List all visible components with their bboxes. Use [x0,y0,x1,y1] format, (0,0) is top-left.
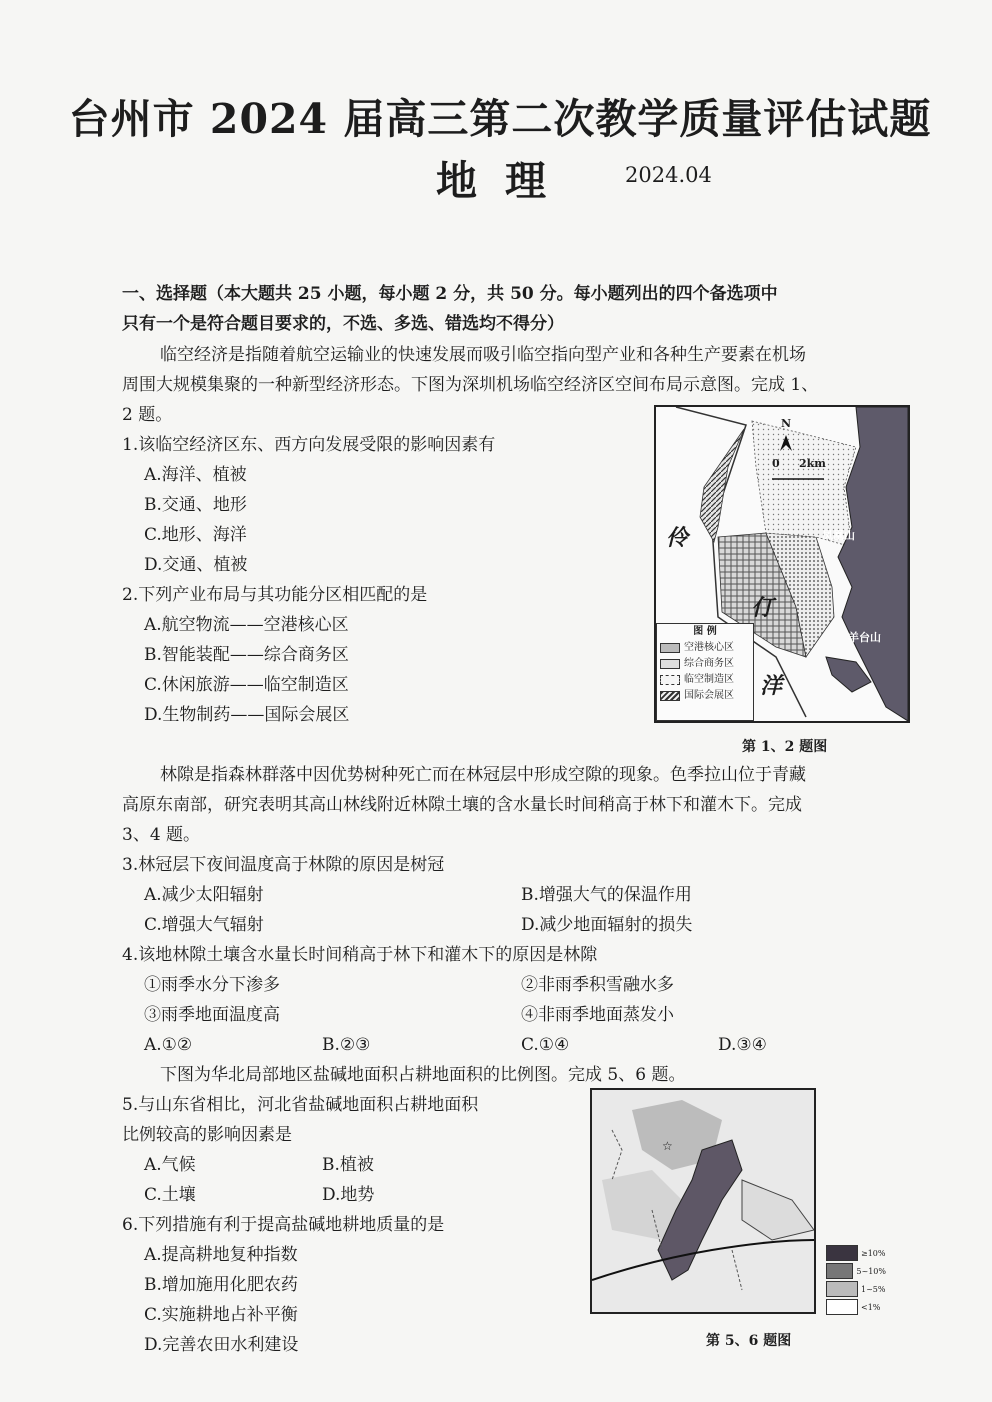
map1-caption: 第 1、2 题图 [742,739,828,755]
expo-zone [700,429,744,542]
intro34-line3: 3、4 题。 [122,825,201,845]
intro12-line3: 2 题。 [122,405,173,425]
q4-option-b: B.②③ [322,1035,371,1055]
q4-statement-4: ④非雨季地面蒸发小 [521,1005,674,1025]
legend-swatch-high [826,1245,858,1261]
q2-option-a: A.航空物流——空港核心区 [144,615,349,635]
legend-title: 图 例 [693,626,717,637]
legend-item-mid: 5~10% [856,1266,886,1276]
legend-swatch-core [660,643,680,653]
shenzhen-airport-map [654,405,910,723]
mountain-label-2: 羊台山 [848,631,881,644]
legend-item-minimal: <1% [861,1302,881,1312]
map2-legend [826,1244,886,1316]
sea-label-3: 洋 [760,673,783,699]
q6-option-a: A.提高耕地复种指数 [144,1245,298,1265]
legend-swatch-minimal [826,1299,858,1315]
legend-item-low: 1~5% [861,1284,886,1294]
q2-option-d: D.生物制药——国际会展区 [144,705,350,725]
q1-option-c: C.地形、海洋 [144,525,247,545]
intro12-line2: 周围大规模集聚的一种新型经济形态。下图为深圳机场临空经济区空间布局示意图。完成 1、 [122,375,819,395]
legend-swatch-manufacturing [660,675,680,685]
q6-stem: 6.下列措施有利于提高盐碱地耕地质量的是 [122,1215,445,1235]
q4-statement-3: ③雨季地面温度高 [144,1005,280,1025]
legend-swatch-business [660,659,680,669]
intro56-line1: 下图为华北局部地区盐碱地面积占耕地面积的比例图。完成 5、6 题。 [160,1065,686,1085]
q2-stem: 2.下列产业布局与其功能分区相匹配的是 [122,585,428,605]
north-label: N [781,417,792,430]
q3-option-d: D.减少地面辐射的损失 [521,915,693,935]
north-china-saline-map [590,1088,816,1314]
legend-swatch-expo [660,691,680,701]
scale-zero: 0 [772,457,780,470]
q6-option-b: B.增加施用化肥农药 [144,1275,298,1295]
q1-stem: 1.该临空经济区东、西方向发展受限的影响因素有 [122,435,496,455]
svg-text:☆: ☆ [662,1139,673,1153]
q4-stem: 4.该地林隙土壤含水量长时间稍高于林下和灌木下的原因是林隙 [122,945,598,965]
exam-title: 台州市 2024 届高三第二次教学质量评估试题 [68,95,932,143]
legend-item-expo: 国际会展区 [684,690,734,701]
q6-option-d: D.完善农田水利建设 [144,1335,299,1355]
section-heading-line1: 一、选择题（本大题共 25 小题，每小题 2 分，共 50 分。每小题列出的四个备选项中 [122,284,778,304]
q5-stem-line1: 5.与山东省相比，河北省盐碱地面积占耕地面积 [122,1095,479,1115]
q5-stem-line2: 比例较高的影响因素是 [122,1125,292,1145]
legend-swatch-mid [826,1263,853,1279]
q2-option-b: B.智能装配——综合商务区 [144,645,349,665]
q4-option-d: D.③④ [718,1035,767,1055]
q4-option-c: C.①④ [521,1035,570,1055]
q5-option-b: B.植被 [322,1155,374,1175]
legend-item-business: 综合商务区 [684,658,734,669]
sea-label-2: 仃 [751,595,774,621]
q6-option-c: C.实施耕地占补平衡 [144,1305,298,1325]
map1-legend [656,623,754,721]
legend-item-core: 空港核心区 [684,642,734,653]
q3-option-a: A.减少太阳辐射 [144,885,264,905]
scale-km: 2km [799,457,826,470]
q4-statement-1: ①雨季水分下渗多 [144,975,280,995]
q2-option-c: C.休闲旅游——临空制造区 [144,675,349,695]
q1-option-b: B.交通、地形 [144,495,247,515]
q5-option-d: D.地势 [322,1185,375,1205]
q4-statement-2: ②非雨季积雪融水多 [521,975,674,995]
q1-option-d: D.交通、植被 [144,555,248,575]
legend-item-high: ≥10% [861,1248,886,1258]
q4-option-a: A.①② [144,1035,193,1055]
subject-title: 地理 [436,157,574,205]
q1-option-a: A.海洋、植被 [144,465,247,485]
q3-stem: 3.林冠层下夜间温度高于林隙的原因是树冠 [122,855,445,875]
intro34-line2: 高原东南部，研究表明其高山林线附近林隙土壤的含水量长时间稍高于林下和灌木下。完成 [122,795,802,815]
q5-option-a: A.气候 [144,1155,196,1175]
legend-swatch-low [826,1281,858,1297]
mountain-label-1: 凤凰山 [822,529,855,542]
q3-option-c: C.增强大气辐射 [144,915,264,935]
map2-caption: 第 5、6 题图 [706,1333,792,1349]
q5-option-c: C.土壤 [144,1185,196,1205]
sea-label-1: 伶 [666,525,689,551]
intro34-line1: 林隙是指森林群落中因优势树种死亡而在林冠层中形成空隙的现象。色季拉山位于青藏 [160,765,806,785]
legend-item-manufacturing: 临空制造区 [684,674,734,685]
q3-option-b: B.增强大气的保温作用 [521,885,692,905]
intro12-line1: 临空经济是指随着航空运输业的快速发展而吸引临空指向型产业和各种生产要素在机场 [160,345,806,365]
exam-date: 2024.04 [625,163,712,187]
section-heading-line2: 只有一个是符合题目要求的，不选、多选、错选均不得分） [122,314,564,334]
